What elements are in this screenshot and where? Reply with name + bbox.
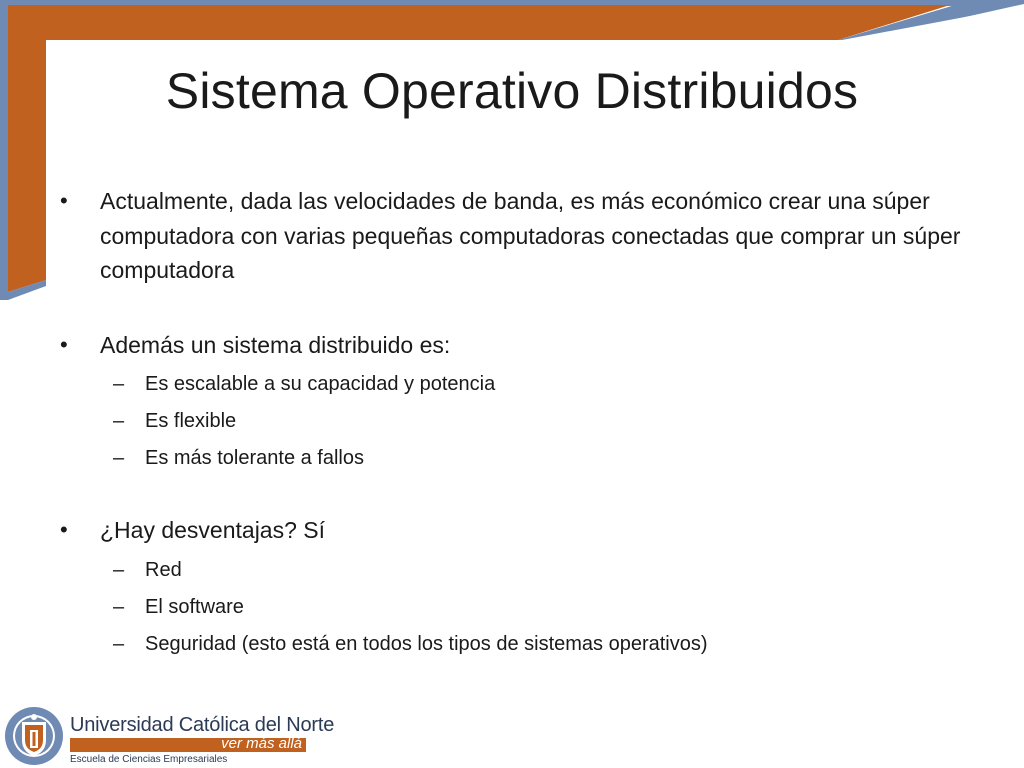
sub-item [60, 366, 980, 403]
bullet-icon: • [60, 188, 68, 213]
sub-item-text: Es flexible [145, 410, 237, 432]
bullet-list [60, 184, 980, 663]
university-seal-icon [4, 706, 64, 766]
sub-item-text: Es más tolerante a fallos [145, 447, 364, 469]
dash-icon: – [113, 410, 125, 432]
sub-item [60, 552, 980, 589]
sub-item-text: Red [145, 558, 182, 581]
school-name: Escuela de Ciencias Empresariales [70, 754, 228, 765]
sub-item [60, 589, 980, 626]
sub-item-text: Es escalable a su capacidad y potencia [145, 373, 496, 395]
dash-icon: – [113, 595, 125, 618]
dash-icon: – [113, 632, 125, 655]
dash-icon: – [113, 447, 125, 469]
bullet-icon: • [60, 517, 68, 542]
bullet-item [60, 513, 980, 548]
tagline-bar [70, 735, 306, 752]
slide-title: Sistema Operativo Distribuidos [165, 63, 859, 119]
sub-item [60, 403, 980, 440]
sub-item-text: Seguridad (esto está en todos los tipos de sistemas operativos) [145, 632, 708, 655]
bullet-item [60, 184, 980, 288]
dash-icon: – [113, 373, 125, 395]
dash-icon: – [113, 558, 125, 581]
sub-item-text: El software [145, 595, 244, 618]
bullet-text: Actualmente, dada las velocidades de banda, es más económico crear una súper computadora con varias pequeñas computadoras conectadas que comprar un súper computadora [100, 188, 961, 283]
bullet-text: Además un sistema distribuido es: [100, 331, 451, 358]
tagline: ver más allá [221, 735, 302, 752]
university-name: Universidad Católica del Norte [70, 714, 335, 736]
bullet-text: ¿Hay desventajas? Sí [100, 517, 326, 543]
bullet-item [60, 328, 980, 363]
sub-item [60, 626, 980, 663]
sub-item [60, 440, 980, 477]
university-logo [4, 704, 335, 768]
bullet-icon: • [60, 331, 68, 357]
